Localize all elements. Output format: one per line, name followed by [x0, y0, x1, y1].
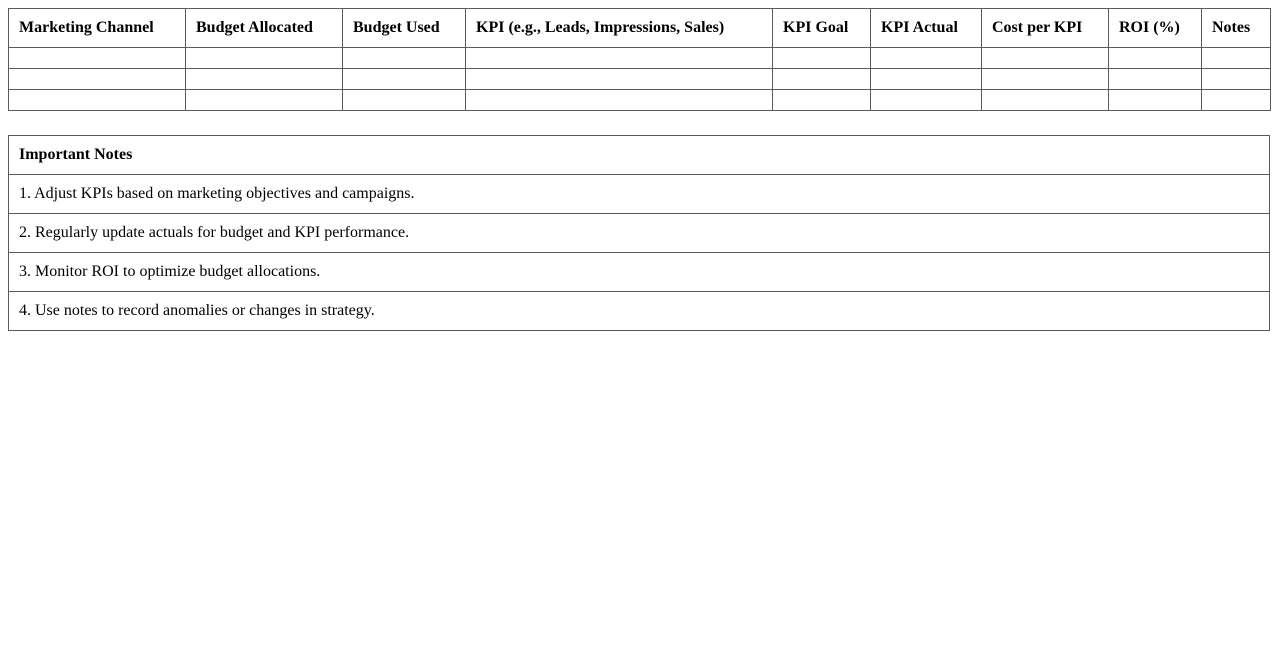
column-header-kpi-actual: KPI Actual: [871, 9, 982, 48]
table-cell[interactable]: [773, 90, 871, 111]
column-header-notes: Notes: [1202, 9, 1271, 48]
marketing-budget-table: [8, 8, 1271, 111]
list-item: [9, 253, 1270, 292]
table-cell[interactable]: [466, 69, 773, 90]
table-cell[interactable]: [1202, 69, 1271, 90]
column-header-marketing-channel: Marketing Channel: [9, 9, 186, 48]
table-cell[interactable]: [466, 90, 773, 111]
table-row: [9, 90, 1271, 111]
column-header-cost-per-kpi: Cost per KPI: [982, 9, 1109, 48]
column-header-budget-used: Budget Used: [343, 9, 466, 48]
table-cell[interactable]: [466, 48, 773, 69]
column-header-budget-allocated: Budget Allocated: [186, 9, 343, 48]
table-cell[interactable]: [9, 48, 186, 69]
notes-header-row: [9, 136, 1270, 175]
table-cell[interactable]: [1202, 48, 1271, 69]
table-cell[interactable]: [9, 69, 186, 90]
table-cell[interactable]: [1109, 69, 1202, 90]
table-cell[interactable]: [1109, 48, 1202, 69]
table-cell[interactable]: [343, 69, 466, 90]
table-row: [9, 48, 1271, 69]
table-cell[interactable]: [1202, 90, 1271, 111]
notes-title: Important Notes: [9, 136, 1270, 175]
table-cell[interactable]: [773, 48, 871, 69]
list-item: [9, 175, 1270, 214]
table-row: [9, 69, 1271, 90]
table-cell[interactable]: [343, 48, 466, 69]
column-header-kpi: KPI (e.g., Leads, Impressions, Sales): [466, 9, 773, 48]
note-text: 2. Regularly update actuals for budget and KPI performance.: [9, 214, 1270, 253]
note-text: 1. Adjust KPIs based on marketing objectives and campaigns.: [9, 175, 1270, 214]
note-text: 4. Use notes to record anomalies or changes in strategy.: [9, 292, 1270, 331]
table-cell[interactable]: [186, 90, 343, 111]
table-cell[interactable]: [982, 48, 1109, 69]
table-cell[interactable]: [982, 69, 1109, 90]
table-cell[interactable]: [871, 48, 982, 69]
note-text: 3. Monitor ROI to optimize budget allocations.: [9, 253, 1270, 292]
table-cell[interactable]: [1109, 90, 1202, 111]
list-item: [9, 292, 1270, 331]
table-cell[interactable]: [982, 90, 1109, 111]
table-cell[interactable]: [9, 90, 186, 111]
important-notes-table: [8, 135, 1270, 331]
column-header-roi: ROI (%): [1109, 9, 1202, 48]
table-header-row: [9, 9, 1271, 48]
list-item: [9, 214, 1270, 253]
table-cell[interactable]: [186, 48, 343, 69]
table-cell[interactable]: [871, 90, 982, 111]
table-cell[interactable]: [773, 69, 871, 90]
table-cell[interactable]: [343, 90, 466, 111]
table-cell[interactable]: [871, 69, 982, 90]
table-cell[interactable]: [186, 69, 343, 90]
column-header-kpi-goal: KPI Goal: [773, 9, 871, 48]
